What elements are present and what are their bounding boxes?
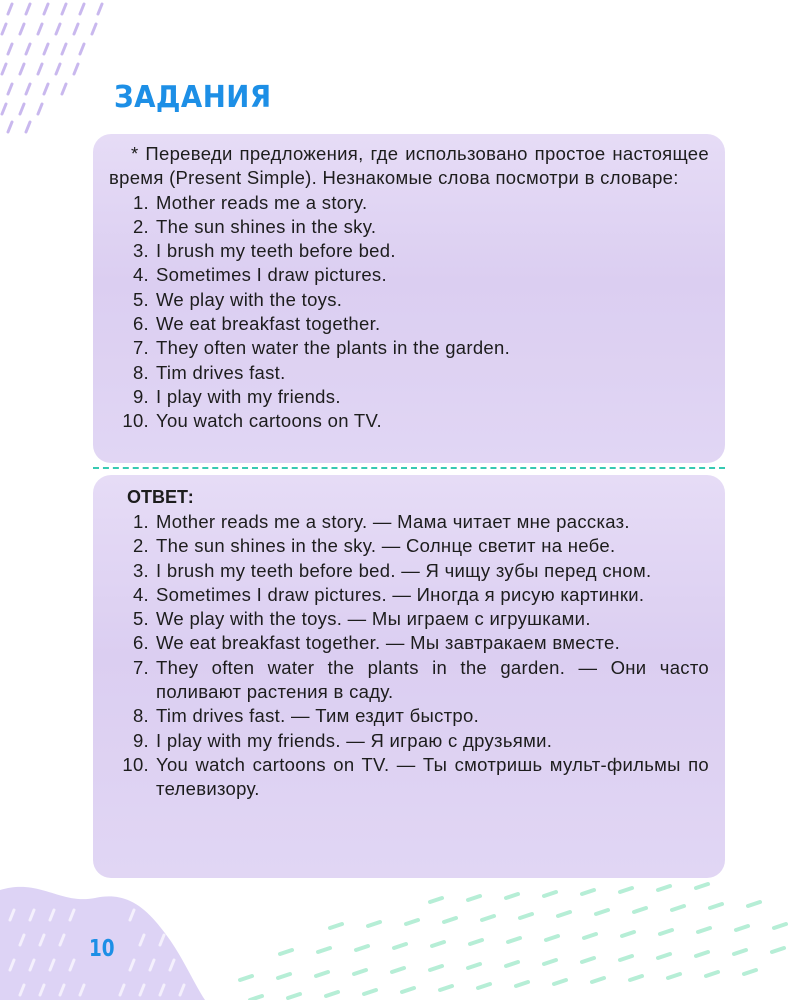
item-number: 5. [132,608,149,630]
item-number: 5. [132,288,149,310]
list-item [109,215,709,239]
answer-box [93,475,725,878]
item-number: 4. [132,583,149,605]
item-number: 7. [132,656,149,678]
item-text: They often water the plants in the garden. — Они часто поливают растения в саду. [156,656,709,703]
list-item [109,263,709,287]
item-text: You watch cartoons on TV. — Ты смотришь мульт-фильмы по телевизору. [156,753,709,800]
item-number: 3. [132,559,149,581]
item-number: 7. [132,337,149,359]
list-item [109,656,709,705]
item-number: 6. [132,313,149,335]
task-instruction: * Переведи предложения, где использовано простое настоящее время (Present Simple). Незнакомые слова посмотри в словаре: [109,143,709,189]
item-text: We eat breakfast together. [156,313,381,335]
item-text: Mother reads me a story. [156,191,368,213]
list-item [109,385,709,409]
item-text: I play with my friends. — Я играю с друзьями. [156,729,553,751]
top-left-dash-pattern [2,4,102,132]
task-box [93,134,725,463]
item-text: The sun shines in the sky. [156,215,377,237]
list-item [109,336,709,360]
list-item [109,288,709,312]
item-number: 10. [122,753,149,775]
item-text: They often water the plants in the garden. [156,337,511,359]
item-number: 6. [132,632,149,654]
list-item [109,559,709,583]
answer-list [109,510,709,802]
list-item [109,239,709,263]
item-number: 1. [132,511,149,532]
page-number: 10 [89,936,115,962]
section-divider [93,467,725,469]
item-text: I brush my teeth before bed. — Я чищу зубы перед сном. [156,559,652,581]
item-number: 3. [132,240,149,262]
list-item [109,191,709,215]
item-number: 8. [132,705,149,727]
item-text: I brush my teeth before bed. [156,240,396,262]
item-text: The sun shines in the sky. — Солнце светит на небе. [156,535,616,557]
list-item [109,631,709,655]
list-item [109,409,709,433]
list-item [109,312,709,336]
item-number: 9. [132,729,149,751]
item-number: 8. [132,361,149,383]
item-text: Tim drives fast. [156,361,286,383]
item-text: You watch cartoons on TV. [156,410,382,432]
list-item [109,753,709,802]
item-number: 2. [132,535,149,557]
list-item [109,583,709,607]
item-text: Mother reads me a story. — Мама читает мне рассказ. [156,511,630,532]
item-number: 1. [132,191,149,213]
item-number: 4. [132,264,149,286]
item-text: We play with the toys. [156,288,343,310]
item-text: Tim drives fast. — Тим ездит быстро. [156,705,480,727]
item-text: Sometimes I draw pictures. — Иногда я рисую картинки. [156,583,645,605]
list-item [109,361,709,385]
task-sentence-list [109,191,709,434]
item-number: 9. [132,385,149,407]
list-item [109,607,709,631]
item-text: I play with my friends. [156,385,341,407]
item-text: We eat breakfast together. — Мы завтракаем вместе. [156,632,621,654]
list-item [109,729,709,753]
bottom-right-green-dashes [240,884,786,1000]
list-item [109,534,709,558]
item-number: 10. [122,410,149,432]
item-number: 2. [132,215,149,237]
item-text: Sometimes I draw pictures. [156,264,387,286]
list-item [109,510,709,534]
item-text: We play with the toys. — Мы играем с игрушками. [156,608,591,630]
answer-label: ОТВЕТ: [127,487,194,507]
list-item [109,704,709,728]
page-heading: ЗАДАНИЯ [114,80,272,115]
